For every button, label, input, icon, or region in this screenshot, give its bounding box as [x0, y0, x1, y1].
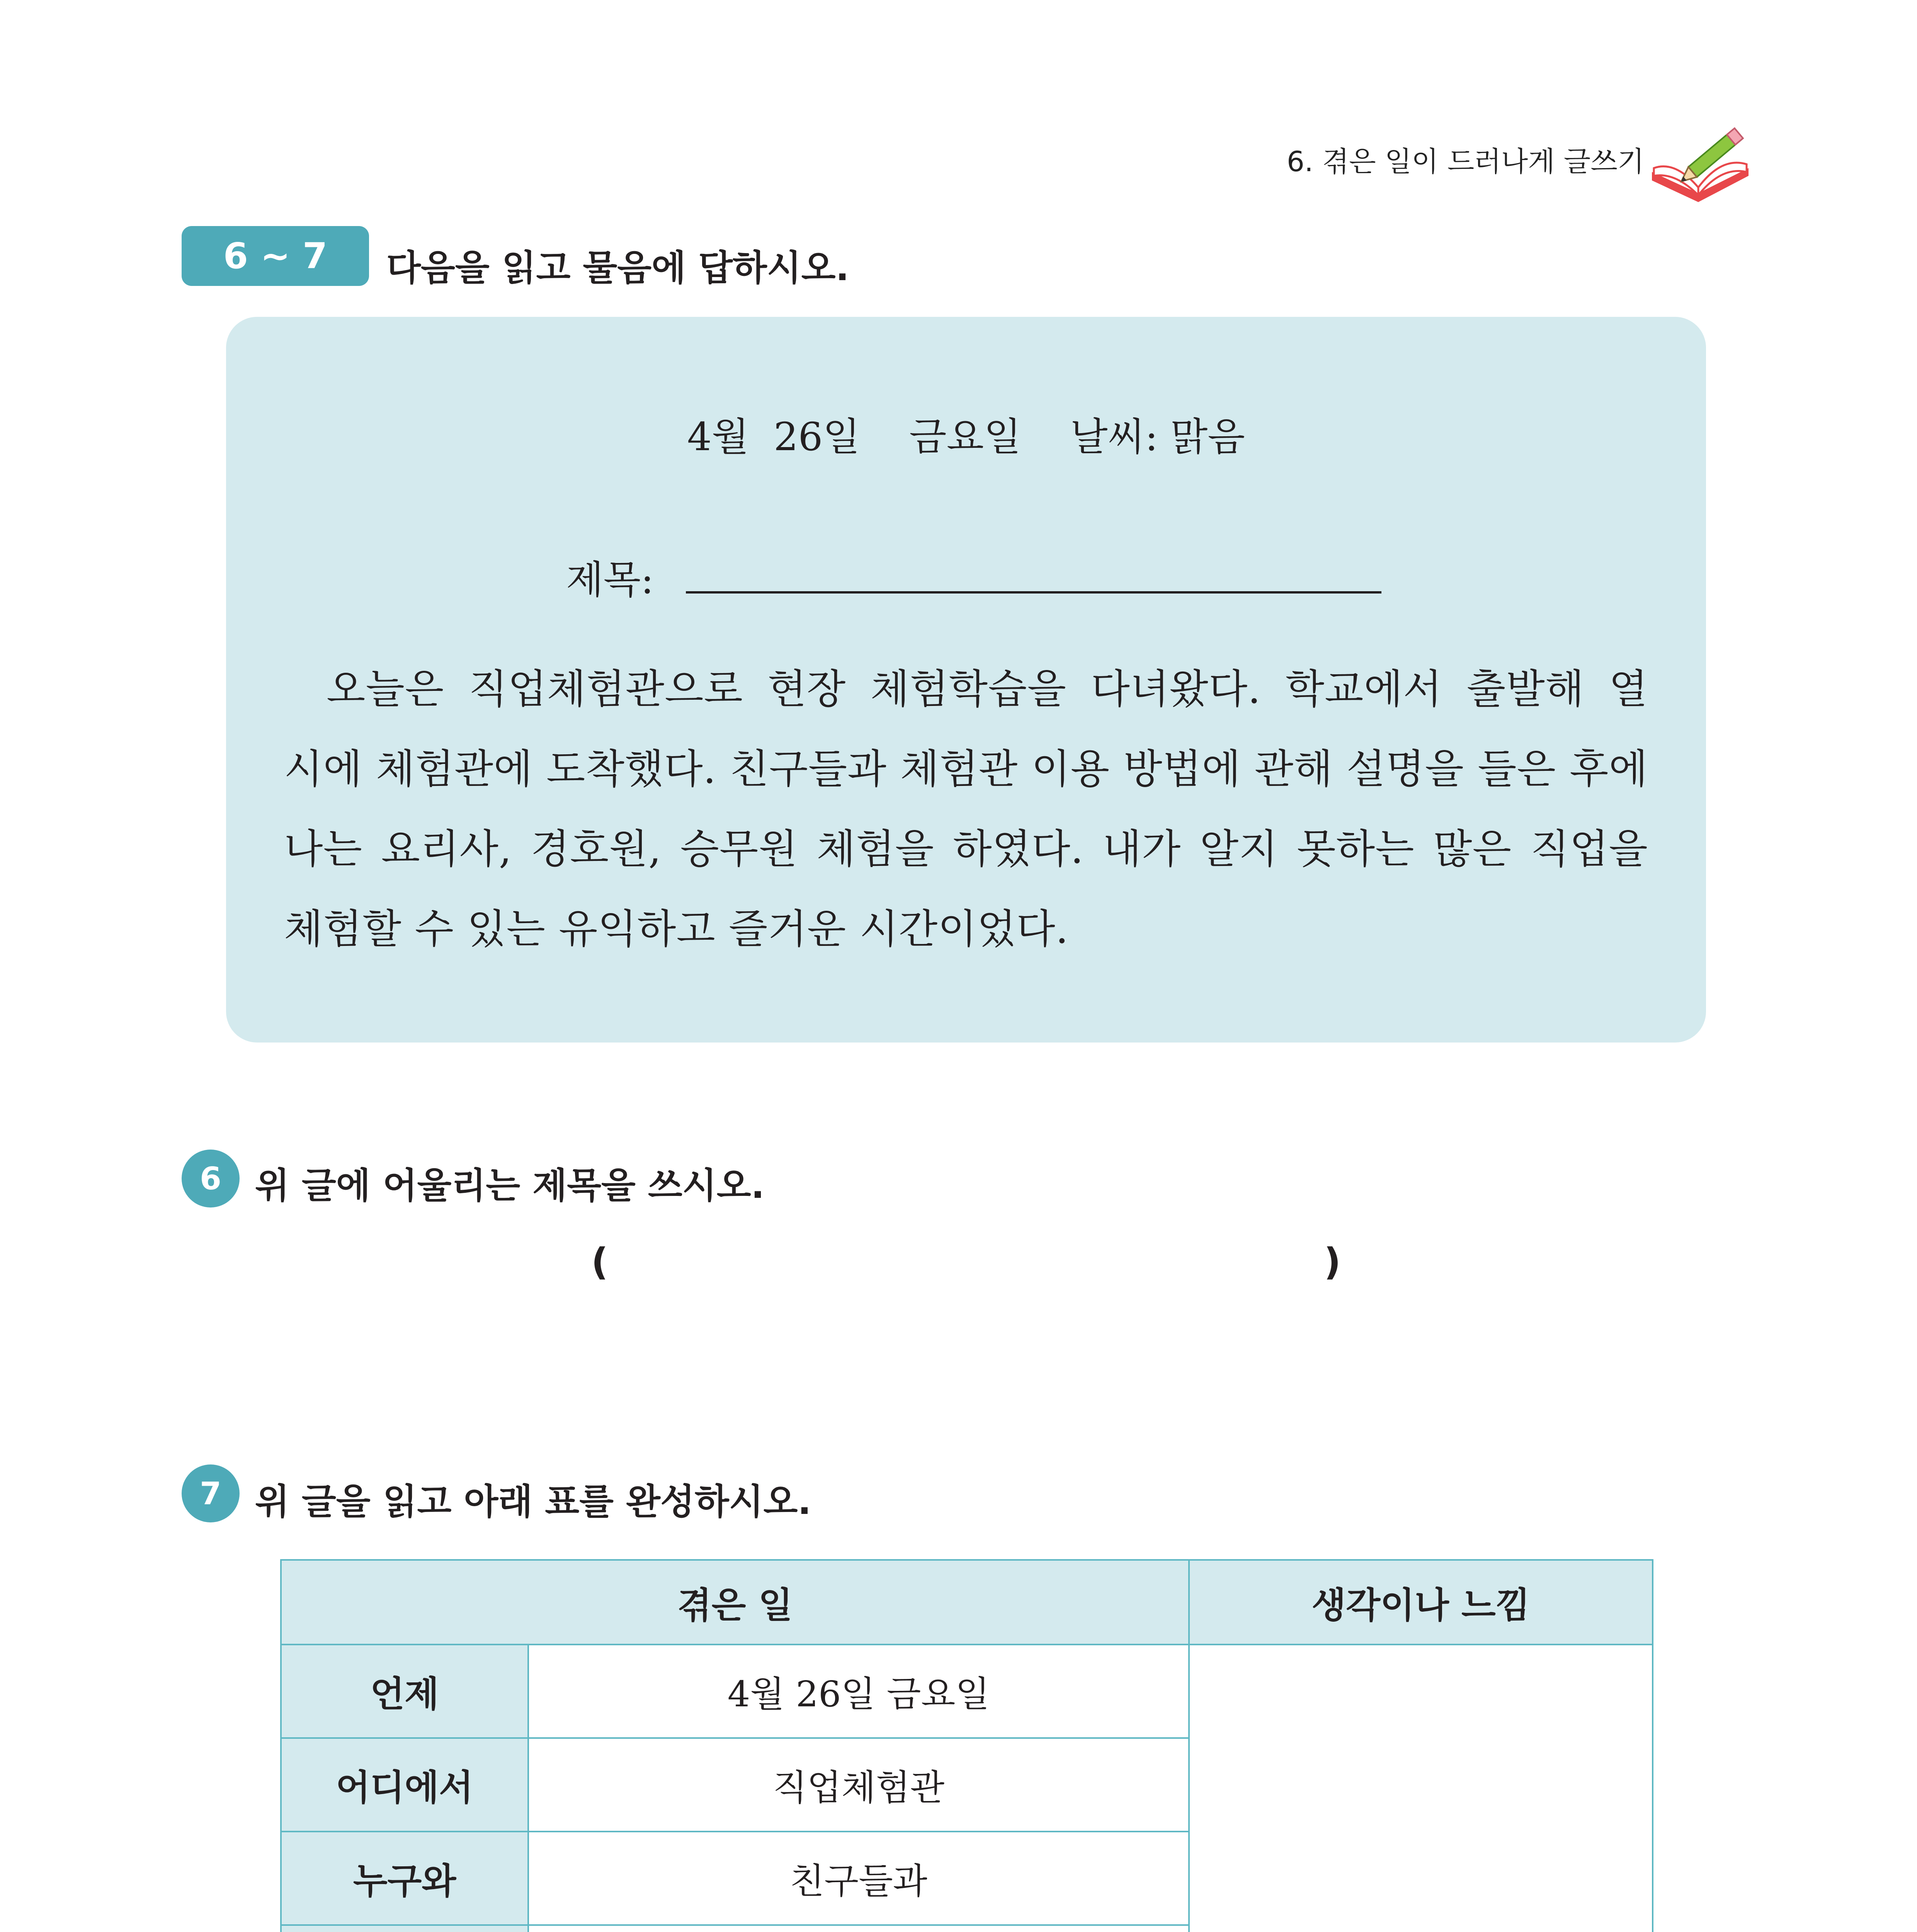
cell-where-value: 직업체험관 — [528, 1738, 1189, 1832]
what-happened-answer-cell[interactable] — [528, 1925, 1189, 1932]
question-range-badge: 6 ~ 7 — [182, 226, 369, 286]
thoughts-feelings-answer-cell[interactable] — [1189, 1645, 1653, 1932]
reading-passage-box — [226, 317, 1706, 1043]
table-header-row — [281, 1560, 1653, 1645]
chapter-header: 6. 겪은 일이 드러나게 글쓰기 — [1287, 145, 1645, 178]
question-6-prompt: 위 글에 어울리는 제목을 쓰시오. — [255, 1165, 765, 1206]
cell-with-whom-value: 친구들과 — [528, 1832, 1189, 1925]
question-6-answer-field[interactable] — [591, 1240, 1341, 1287]
cell-when-value: 4월 26일 금요일 — [528, 1645, 1189, 1738]
row-label-where: 어디에서 — [281, 1738, 528, 1832]
header-experience: 겪은 일 — [281, 1560, 1189, 1645]
answer-close-paren: ) — [1324, 1240, 1341, 1284]
experience-table — [280, 1559, 1653, 1932]
row-label-when: 언제 — [281, 1645, 528, 1738]
question-7-number-badge: 7 — [182, 1464, 240, 1522]
header-thoughts-feelings: 생각이나 느낌 — [1189, 1560, 1653, 1645]
table-row — [281, 1645, 1653, 1738]
section-instruction: 다음을 읽고 물음에 답하시오. — [386, 247, 849, 289]
diary-title-blank-line — [686, 591, 1381, 594]
answer-open-paren: ( — [591, 1240, 608, 1284]
book-pencil-icon — [1644, 114, 1756, 211]
row-label-what — [281, 1925, 528, 1932]
question-6-number-badge: 6 — [182, 1150, 240, 1208]
row-label-with-whom: 누구와 — [281, 1832, 528, 1925]
diary-date-line: 4월 26일 금요일 날씨: 맑음 — [687, 414, 1245, 459]
diary-body-text: 오늘은 직업체험관으로 현장 체험학습을 다녀왔다. 학교에서 출발해 열 시에 체험관에 도착했다. 친구들과 체험관 이용 방법에 관해 설명을 들은 후에 나는 요리사, 경호원, 승무원 체험을 하였다. 내가 알지 못하는 많은 직업을 체험할 수 있는 유익하고 즐거운 시간이었다. — [284, 665, 1648, 952]
question-7-prompt: 위 글을 읽고 아래 표를 완성하시오. — [255, 1481, 811, 1522]
diary-title-label: 제목: — [566, 557, 654, 602]
